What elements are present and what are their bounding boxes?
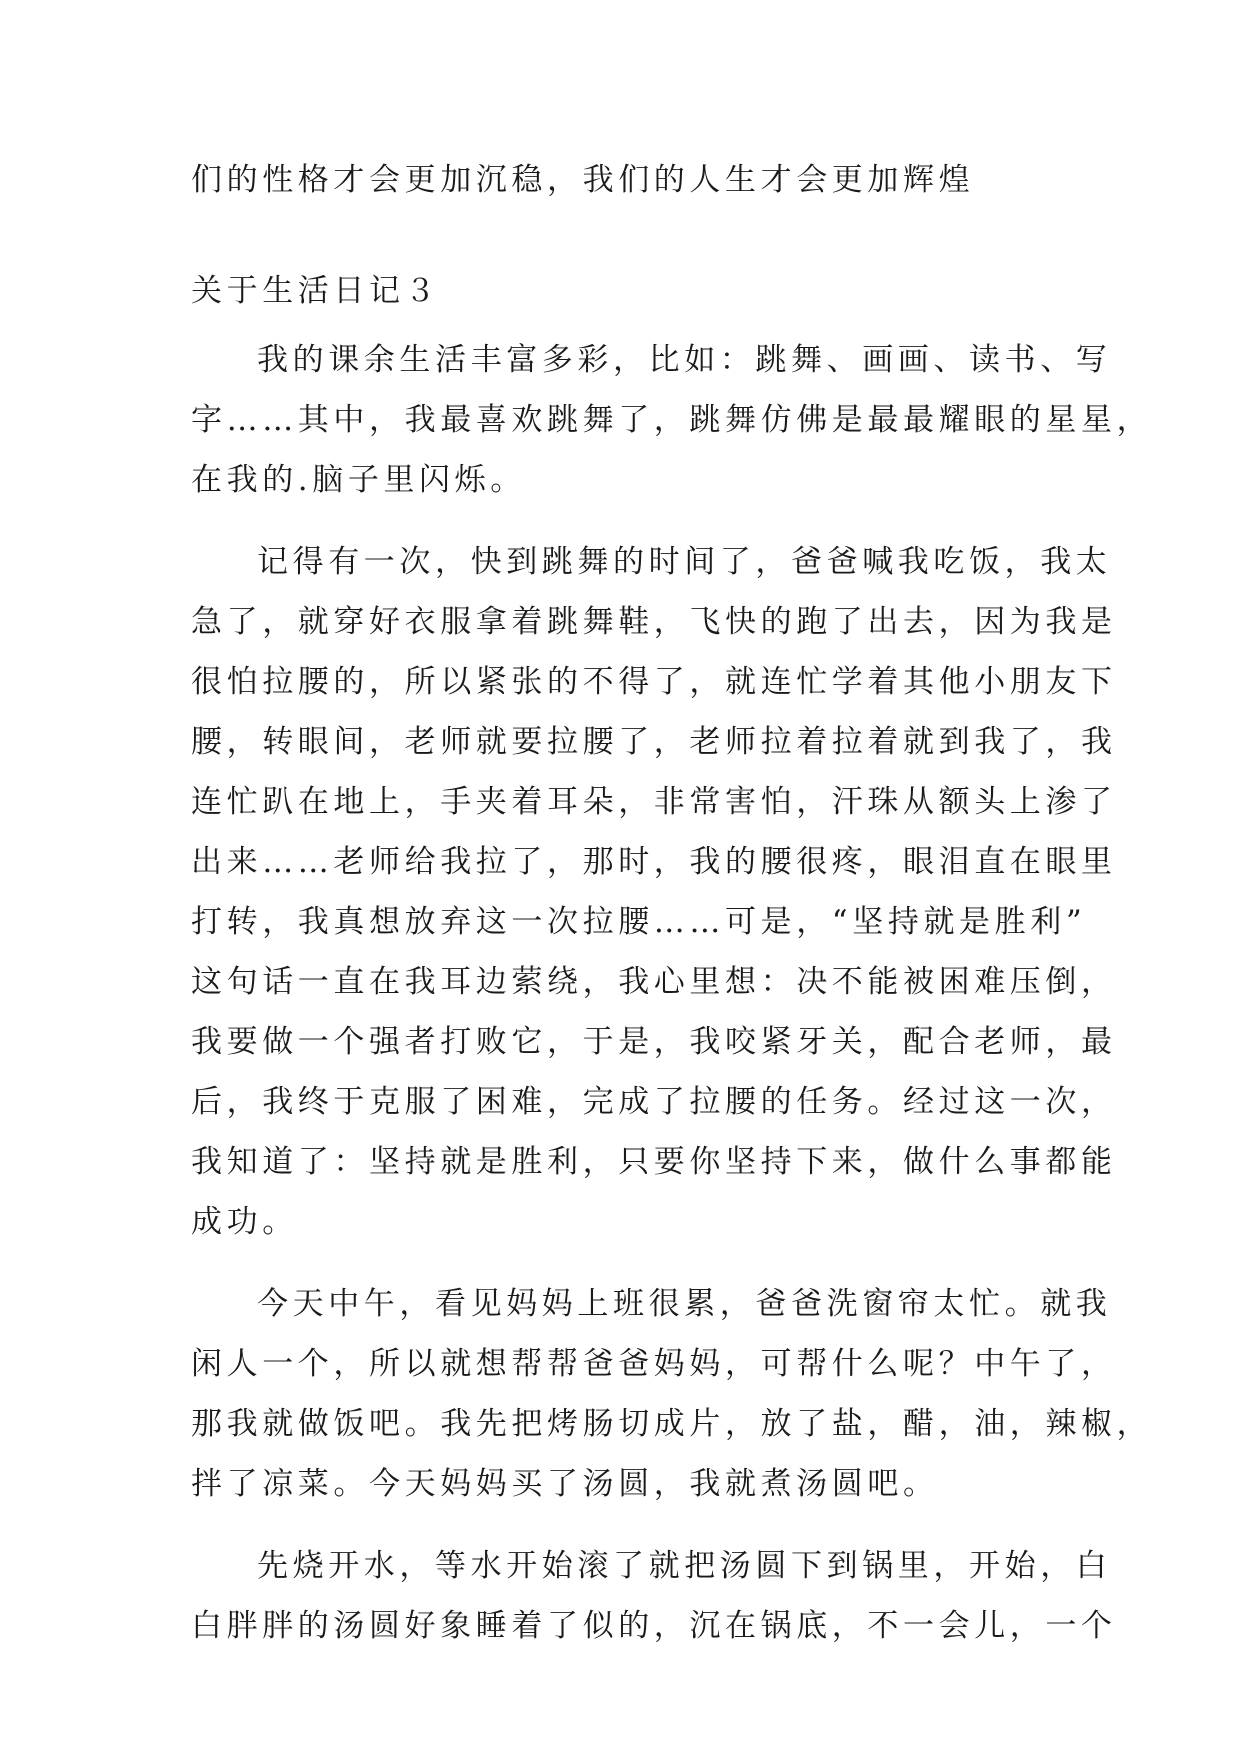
paragraph-line: 记得有一次，快到跳舞的时间了，爸爸喊我吃饭，我太 bbox=[257, 544, 1112, 580]
paragraph-line: 连忙趴在地上，手夹着耳朵，非常害怕，汗珠从额头上渗了 bbox=[191, 784, 1117, 820]
section-heading: 关于生活日记３ bbox=[191, 273, 441, 309]
paragraph-line: 先烧开水，等水开始滚了就把汤圆下到锅里，开始，白 bbox=[257, 1548, 1112, 1584]
paragraph-line: 腰，转眼间，老师就要拉腰了，老师拉着拉着就到我了，我 bbox=[191, 724, 1117, 760]
paragraph-line: 今天中午，看见妈妈上班很累，爸爸洗窗帘太忙。就我 bbox=[257, 1286, 1112, 1322]
paragraph-line: 成功。 bbox=[191, 1204, 298, 1240]
paragraph-4 bbox=[191, 1536, 1117, 1656]
paragraph-line: 闲人一个，所以就想帮帮爸爸妈妈，可帮什么呢？中午了， bbox=[191, 1346, 1117, 1382]
document-body bbox=[191, 160, 1153, 1678]
paragraph-3 bbox=[191, 1274, 1153, 1514]
paragraph-line: 那我就做饭吧。我先把烤肠切成片，放了盐，醋，油，辣椒， bbox=[191, 1406, 1153, 1442]
paragraph-line: 出来……老师给我拉了，那时，我的腰很疼，眼泪直在眼里 bbox=[191, 844, 1117, 880]
paragraph-line: 这句话一直在我耳边萦绕，我心里想：决不能被困难压倒， bbox=[191, 964, 1117, 1000]
paragraph-1 bbox=[191, 330, 1153, 510]
paragraph-line: 在我的.脑子里闪烁。 bbox=[191, 462, 526, 498]
paragraph-line: 打转，我真想放弃这一次拉腰……可是，“坚持就是胜利” bbox=[191, 904, 1087, 940]
paragraph-2 bbox=[191, 532, 1117, 1252]
paragraph-line: 拌了凉菜。今天妈妈买了汤圆，我就煮汤圆吧。 bbox=[191, 1466, 939, 1502]
paragraph-line: 白胖胖的汤圆好象睡着了似的，沉在锅底，不一会儿，一个 bbox=[191, 1608, 1117, 1644]
paragraph-line: 后，我终于克服了困难，完成了拉腰的任务。经过这一次， bbox=[191, 1084, 1117, 1120]
paragraph-line: 我知道了：坚持就是胜利，只要你坚持下来，做什么事都能 bbox=[191, 1144, 1117, 1180]
paragraph-line: 急了，就穿好衣服拿着跳舞鞋，飞快的跑了出去，因为我是 bbox=[191, 604, 1117, 640]
paragraph-line: 很怕拉腰的，所以紧张的不得了，就连忙学着其他小朋友下 bbox=[191, 664, 1117, 700]
continued-text-line: 们的性格才会更加沉稳，我们的人生才会更加辉煌 bbox=[191, 162, 975, 198]
paragraph-line: 字……其中，我最喜欢跳舞了，跳舞仿佛是最最耀眼的星星， bbox=[191, 402, 1153, 438]
paragraph-line: 我要做一个强者打败它，于是，我咬紧牙关，配合老师，最 bbox=[191, 1024, 1117, 1060]
paragraph-line: 我的课余生活丰富多彩，比如：跳舞、画画、读书、写 bbox=[257, 342, 1112, 378]
